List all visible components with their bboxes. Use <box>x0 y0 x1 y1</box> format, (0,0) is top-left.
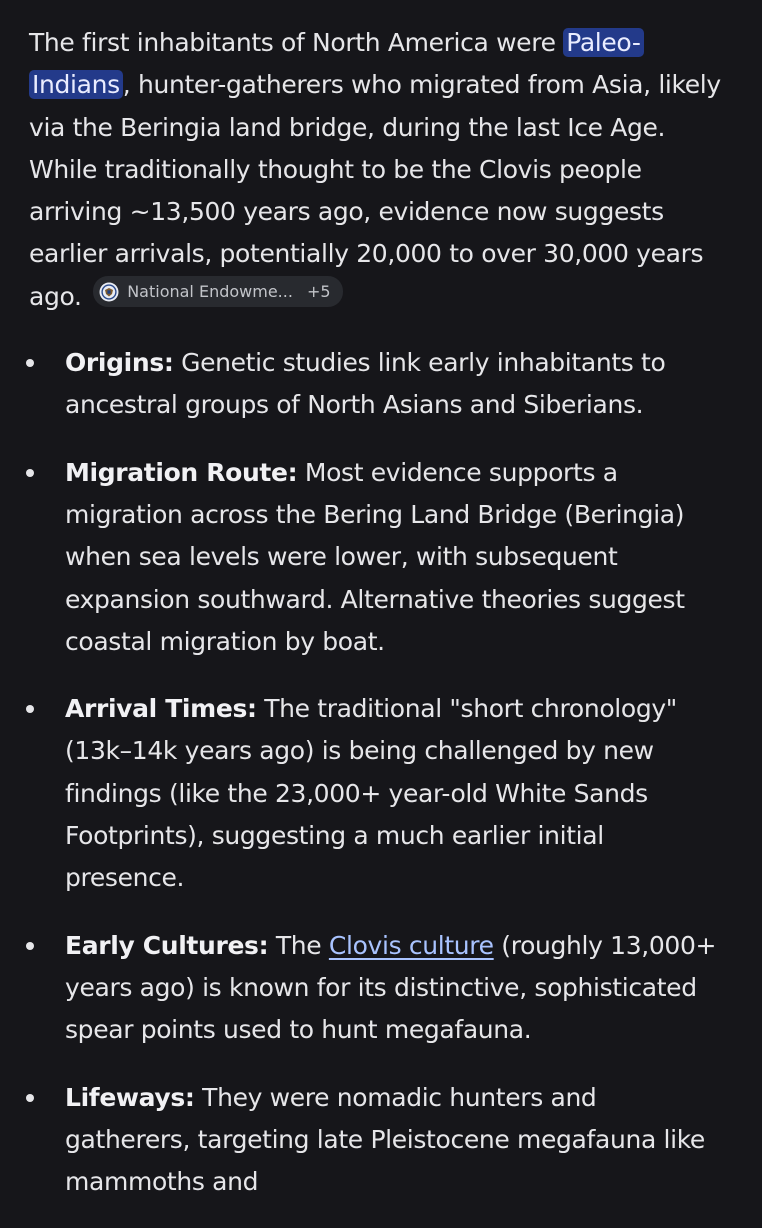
ai-answer <box>29 22 729 1228</box>
list-item <box>29 688 729 899</box>
item-text: The traditional "short chronology" (13k–14k years ago) is being challenged by new findings (like the 23,000+ year-old White Sands Footprints), suggesting a much earlier initial presence. <box>65 694 677 893</box>
bullet-dot <box>26 705 34 713</box>
item-text: Most evidence supports a migration across the Bering Land Bridge (Beringia) when sea levels were lower, with subsequent expansion southward. Alternative theories suggest coastal migration by boat. <box>65 457 685 656</box>
list-item <box>29 1077 729 1204</box>
item-term: Origins: <box>65 348 174 378</box>
clovis-culture-link[interactable]: Clovis culture <box>328 930 494 960</box>
list-item <box>29 342 729 427</box>
item-text: They were nomadic hunters and gatherers, targeting late Pleistocene megafauna like mammoths and <box>65 1082 705 1197</box>
item-text-before-link: The <box>268 930 329 960</box>
item-text: Genetic studies link early inhabitants to ancestral groups of North Asians and Siberians. <box>65 348 666 420</box>
item-text-after-link: (roughly 13,000+ years ago) is known for its distinctive, sophisticated spear points used to hunt megafauna. <box>65 930 717 1045</box>
source-chip-label: National Endowme... <box>127 282 293 302</box>
bullet-dot <box>26 942 34 950</box>
item-term: Arrival Times: <box>65 694 257 724</box>
source-chip-more: +5 <box>306 282 331 302</box>
intro-paragraph <box>29 22 729 318</box>
intro-text-rest: , hunter-gatherers who migrated from Asia, likely via the Beringia land bridge, during the last Ice Age. While traditionally thought to be the Clovis people arriving ~13,500 years ago, evidence now suggests earlier arrivals, potentially 20,000 to over 30,000 years ago. <box>29 70 721 311</box>
list-item <box>29 452 729 663</box>
source-chip[interactable] <box>93 276 342 307</box>
bullet-dot <box>26 469 34 477</box>
item-term: Lifeways: <box>65 1082 195 1112</box>
item-term: Migration Route: <box>65 457 298 487</box>
intro-text-start: The first inhabitants of North America were <box>29 28 564 57</box>
list-item <box>29 925 729 1052</box>
bullet-dot <box>26 359 34 367</box>
bullet-list <box>29 342 729 1203</box>
bullet-dot <box>26 1094 34 1102</box>
highlighted-term[interactable]: Paleo-Indians <box>29 28 644 99</box>
seal-icon <box>99 282 119 302</box>
item-term: Early Cultures: <box>65 930 269 960</box>
